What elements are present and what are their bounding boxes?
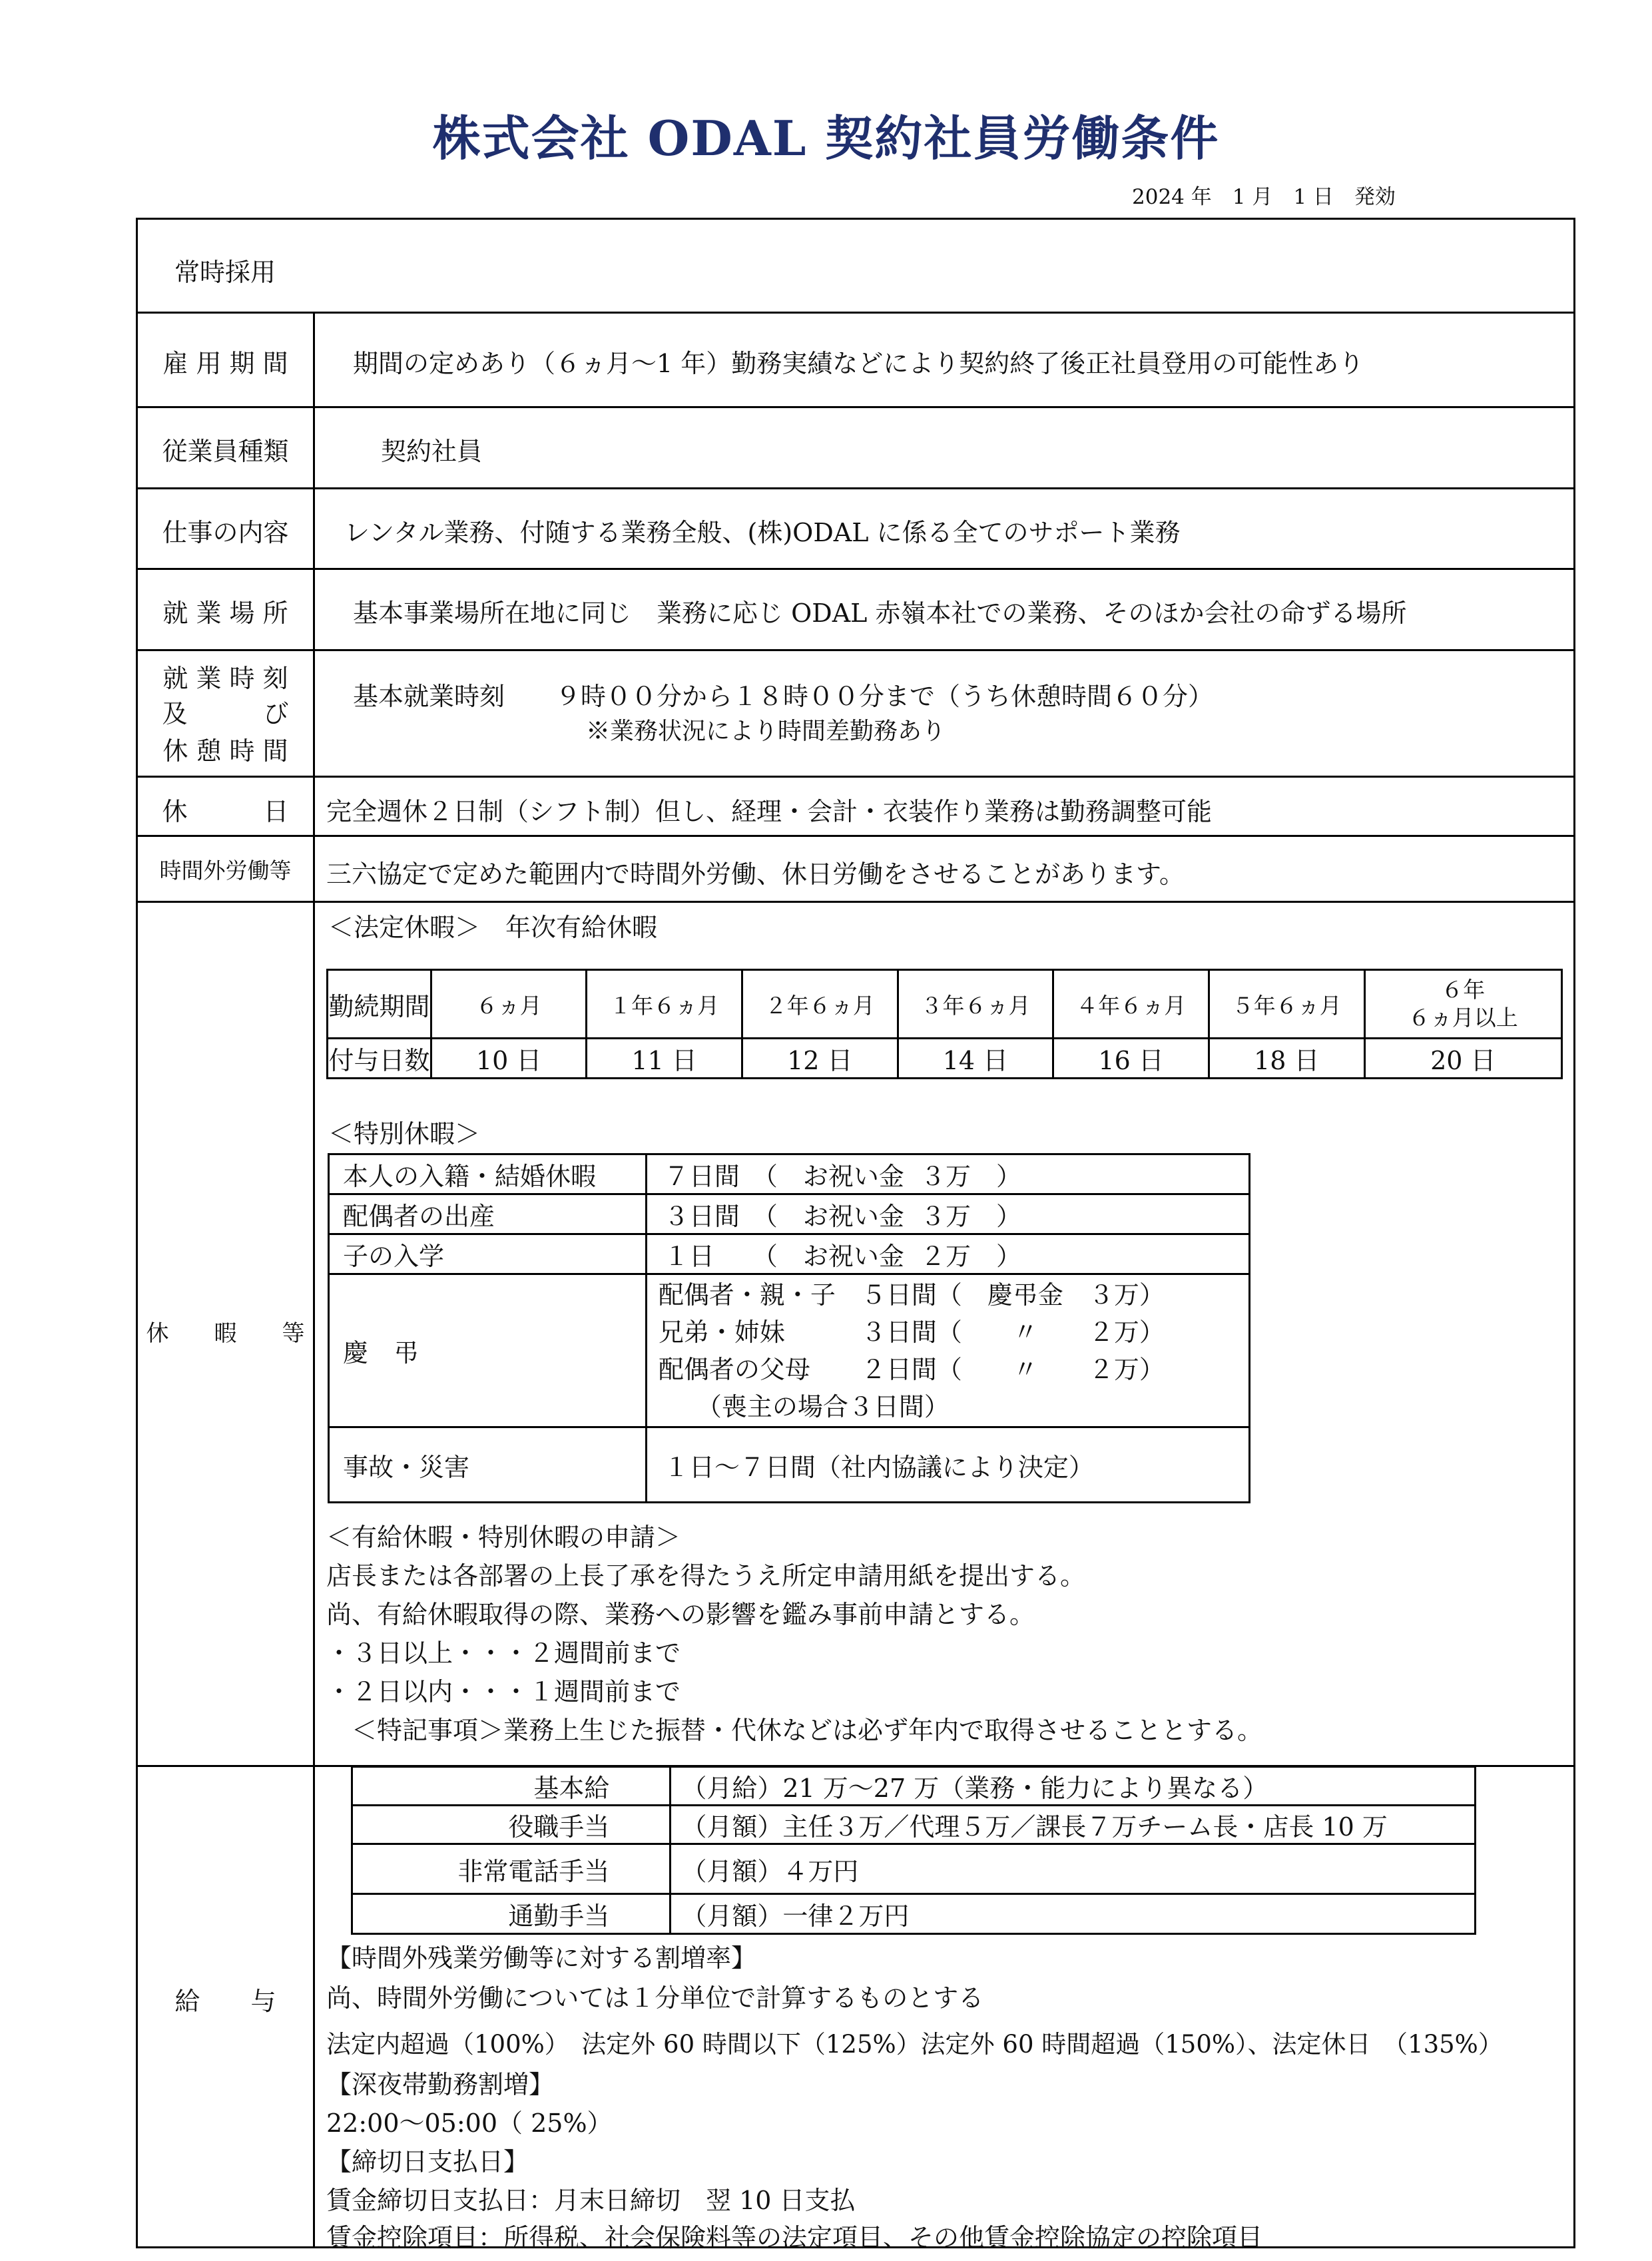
recruit-type: 常時採用 — [174, 258, 276, 287]
holidays-label: 休 日 — [162, 797, 289, 826]
special-leave-name: 本人の入籍・結婚休暇 — [329, 1154, 647, 1194]
condolence-line: 配偶者・親・子 ５日間（ 慶弔金 ３万） — [658, 1280, 1165, 1310]
workplace-value: 基本事業場所在地に同じ 業務に応じ ODAL 赤嶺本社での業務、そのほか会社の命ずる場所 — [353, 599, 1407, 628]
salary-line: 法定内超過（100%） 法定外 60 時間以下（125%）法定外 60 時間超過（150%）、法定休日 （135%） — [326, 2030, 1503, 2059]
accident-detail: １日〜７日間（社内協議により決定） — [646, 1427, 1249, 1503]
special-leave-name: 子の入学 — [329, 1234, 647, 1274]
row-divider — [136, 406, 1575, 408]
annual-days-cell: 16 日 — [1053, 1039, 1209, 1079]
annual-period-cell: ３年６ヵ月 — [898, 970, 1053, 1039]
issue-date: 2024 年 1 月 1 日 発効 — [1132, 185, 1396, 209]
salary-table — [351, 1766, 1476, 1935]
overtime-value: 三六協定で定めた範囲内で時間外労働、休日労働をさせることがあります。 — [326, 860, 1185, 889]
salary-label: 給 与 — [174, 1987, 276, 2016]
job-content-label: 仕事の内容 — [162, 518, 289, 547]
request-line: ・２日以内・・・１週間前まで — [326, 1677, 681, 1706]
holidays-value: 完全週休２日制（シフト制）但し、経理・会計・衣装作り業務は勤務調整可能 — [326, 797, 1213, 826]
salary-line: 【深夜帯勤務割増】 — [326, 2070, 555, 2099]
work-hours-value: 基本就業時刻 ９時００分から１８時００分まで（うち休憩時間６０分） — [353, 682, 1214, 711]
special-leave-detail: １日 （ お祝い金 ２万 ） — [646, 1234, 1249, 1274]
salary-line: 22:00〜05:00（ 25%） — [326, 2109, 613, 2138]
request-heading: ＜有給休暇・特別休暇の申請＞ — [326, 1523, 681, 1552]
legal-leave-heading: ＜法定休暇＞ 年次有給休暇 — [328, 913, 658, 942]
work-hours-label-1: 就 業 時 刻 — [162, 664, 288, 693]
annual-days-cell: 20 日 — [1364, 1039, 1561, 1079]
salary-line: 【時間外残業労働等に対する割増率】 — [326, 1943, 757, 1973]
special-leave-heading: ＜特別休暇＞ — [328, 1119, 481, 1148]
annual-leave-table — [326, 969, 1563, 1079]
annual-period-cell: ６年 ６ヵ月以上 — [1364, 970, 1561, 1039]
annual-period-cell: ５年６ヵ月 — [1209, 970, 1364, 1039]
special-leave-detail: ３日間 （ お祝い金 ３万 ） — [646, 1194, 1249, 1234]
salary-item-name: 通勤手当 — [352, 1894, 671, 1934]
salary-line: 賃金締切日支払日：月末日締切 翌 10 日支払 — [326, 2186, 856, 2215]
salary-line: 【締切日支払日】 — [326, 2147, 529, 2176]
row-divider — [136, 835, 1575, 837]
annual-days-cell: 10 日 — [431, 1039, 586, 1079]
leave-label: 休 暇 等 — [146, 1320, 305, 1347]
work-hours-label-3: 休 憩 時 間 — [162, 736, 288, 766]
salary-item-name: 基本給 — [352, 1767, 671, 1806]
row-divider — [136, 901, 1575, 903]
annual-period-cell: ４年６ヵ月 — [1053, 970, 1209, 1039]
salary-item-detail: （月額）一律２万円 — [671, 1894, 1476, 1934]
condolence-name: 慶 弔 — [329, 1274, 647, 1427]
employee-type-value: 契約社員 — [381, 437, 483, 466]
annual-period-cell: ６ヵ月 — [431, 970, 586, 1039]
employment-period-value: 期間の定めあり（６ヵ月〜1 年）勤務実績などにより契約終了後正社員登用の可能性あり — [353, 349, 1364, 378]
salary-item-name: 役職手当 — [352, 1806, 671, 1844]
label-column-divider — [313, 312, 315, 2248]
row-divider — [136, 649, 1575, 651]
annual-days-cell: 14 日 — [898, 1039, 1053, 1079]
annual-period-cell: １年６ヵ月 — [587, 970, 742, 1039]
salary-line: 賃金控除項目：所得税、社会保険料等の法定項目、その他賃金控除協定の控除項目 — [326, 2223, 1263, 2252]
row-divider — [136, 312, 1575, 314]
condolence-detail — [646, 1274, 1249, 1427]
request-line: ＜特記事項＞業務上生じた振替・代休などは必ず年内で取得させることとする。 — [326, 1716, 1263, 1745]
employment-period-label: 雇 用 期 間 — [162, 349, 288, 378]
workplace-label: 就 業 場 所 — [162, 599, 288, 628]
work-hours-label-2: 及 び — [162, 699, 289, 728]
overtime-label: 時間外労働等 — [159, 858, 292, 883]
annual-period-header: 勤続期間 — [328, 970, 431, 1039]
condolence-line: （喪主の場合３日間） — [658, 1391, 950, 1421]
row-divider — [136, 487, 1575, 489]
salary-item-detail: （月額）主任３万／代理５万／課長７万チーム長・店長 10 万 — [671, 1806, 1476, 1844]
annual-days-cell: 11 日 — [587, 1039, 742, 1079]
page-title: 株式会社 ODAL 契約社員労働条件 — [432, 110, 1220, 166]
row-divider — [136, 776, 1575, 778]
row-divider — [136, 568, 1575, 570]
annual-days-cell: 18 日 — [1209, 1039, 1364, 1079]
request-line: ・３日以上・・・２週間前まで — [326, 1638, 681, 1668]
condolence-line: 配偶者の父母 ２日間（ 〃 ２万） — [658, 1354, 1165, 1384]
special-leave-detail: ７日間 （ お祝い金 ３万 ） — [646, 1154, 1249, 1194]
annual-days-cell: 12 日 — [742, 1039, 898, 1079]
request-line: 店長または各部署の上長了承を得たうえ所定申請用紙を提出する。 — [326, 1561, 1086, 1591]
salary-item-detail: （月給）21 万〜27 万（業務・能力により異なる） — [671, 1767, 1476, 1806]
work-hours-note: ※業務状況により時間差勤務あり — [586, 718, 946, 745]
salary-line: 尚、時間外労働については１分単位で計算するものとする — [326, 1983, 984, 2013]
annual-days-header: 付与日数 — [328, 1039, 431, 1079]
employee-type-label: 従業員種類 — [162, 437, 289, 466]
request-line: 尚、有給休暇取得の際、業務への影響を鑑み事前申請とする。 — [326, 1600, 1035, 1629]
salary-item-detail: （月額）４万円 — [671, 1844, 1476, 1894]
salary-item-name: 非常電話手当 — [352, 1844, 671, 1894]
job-content-value: レンタル業務、付随する業務全般、(株)ODAL に係る全てのサポート業務 — [344, 518, 1181, 547]
accident-name: 事故・災害 — [329, 1427, 647, 1503]
condolence-line: 兄弟・姉妹 ３日間（ 〃 ２万） — [658, 1317, 1165, 1347]
special-leave-name: 配偶者の出産 — [329, 1194, 647, 1234]
special-leave-table — [328, 1153, 1250, 1503]
annual-period-cell: ２年６ヵ月 — [742, 970, 898, 1039]
